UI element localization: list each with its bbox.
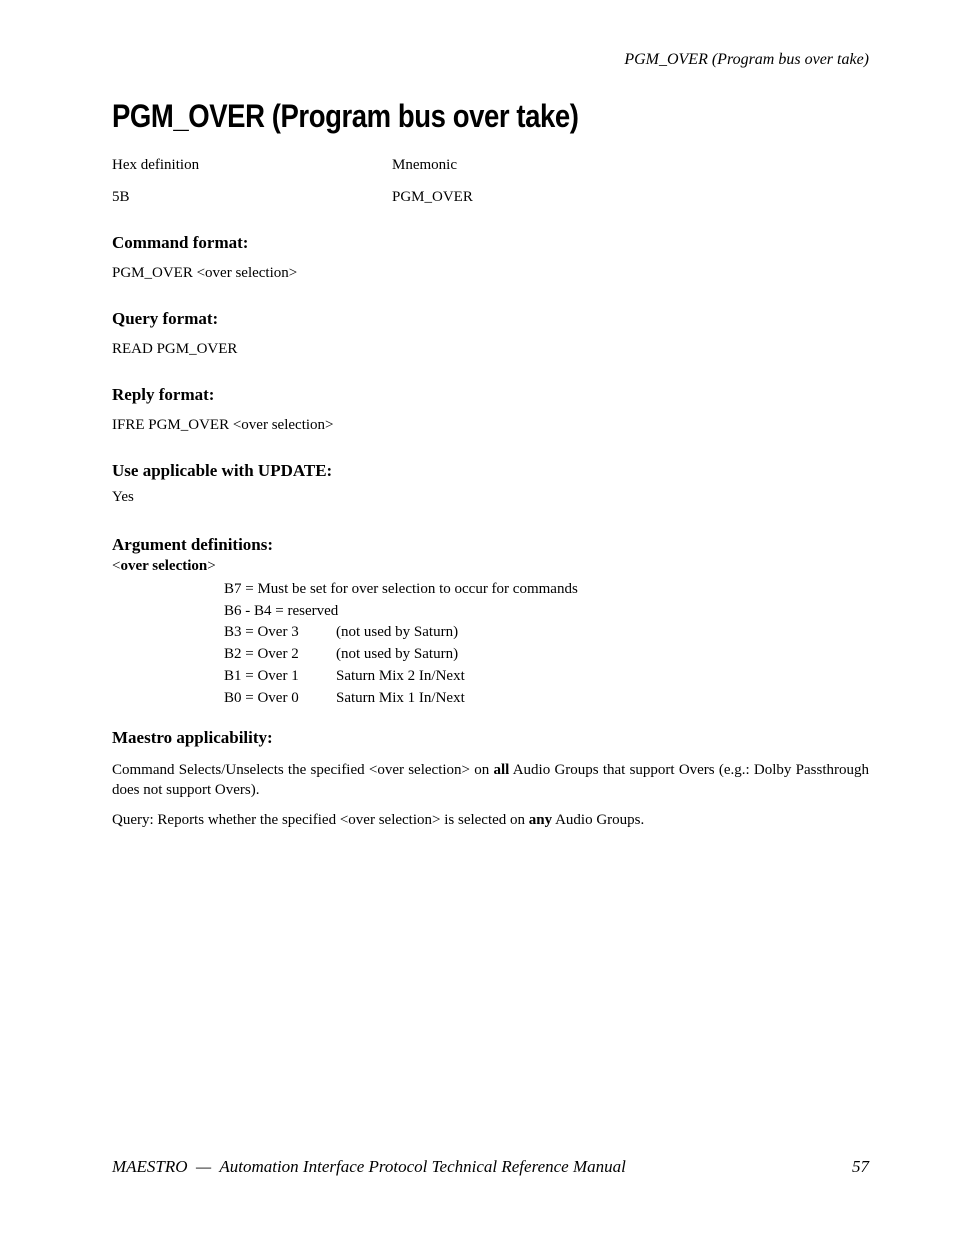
bit-description: (not used by Saturn) xyxy=(336,624,459,640)
bit-description: (not used by Saturn) xyxy=(336,646,459,662)
query-format-heading: Query format: xyxy=(112,309,219,328)
reply-format-heading: Reply format: xyxy=(112,385,215,404)
bit-definition: B6 - B4 = reserved xyxy=(224,603,339,619)
bit-definition: B1 = Over 1 xyxy=(224,668,299,684)
bit-description: Saturn Mix 1 In/Next xyxy=(336,690,465,706)
maestro-command-paragraph: Command Selects/Unselects the specified <over selection> on all Audio Groups that support Overs (e.g.: Dolby Passthrough does not support Overs). xyxy=(112,762,869,798)
hex-definition-header: Hex definition xyxy=(112,157,200,173)
bit-definition: B0 = Over 0 xyxy=(224,690,299,706)
hex-definition-value: 5B xyxy=(112,189,130,205)
maestro-query-paragraph: Query: Reports whether the specified <over selection> is selected on any Audio Groups. xyxy=(112,812,645,828)
bit-definition: B7 = Must be set for over selection to occur for commands xyxy=(224,581,578,597)
update-heading: Use applicable with UPDATE: xyxy=(112,461,333,480)
page-number: 57 xyxy=(852,1157,869,1176)
maestro-applicability-heading: Maestro applicability: xyxy=(112,728,273,747)
query-format-text: READ PGM_OVER xyxy=(112,341,238,357)
update-text: Yes xyxy=(112,489,134,505)
footer-manual-title: MAESTRO — Automation Interface Protocol Technical Reference Manual xyxy=(112,1157,626,1176)
argument-param: <over selection> xyxy=(112,558,216,574)
command-format-heading: Command format: xyxy=(112,233,249,252)
command-format-text: PGM_OVER <over selection> xyxy=(112,265,298,281)
argument-definitions-heading: Argument definitions: xyxy=(112,535,274,554)
running-header: PGM_OVER (Program bus over take) xyxy=(624,51,869,68)
mnemonic-header: Mnemonic xyxy=(392,157,457,173)
page-title: PGM_OVER (Program bus over take) xyxy=(112,98,579,134)
bit-definition: B2 = Over 2 xyxy=(224,646,299,662)
bit-description: Saturn Mix 2 In/Next xyxy=(336,668,465,684)
bit-definition: B3 = Over 3 xyxy=(224,624,299,640)
reply-format-text: IFRE PGM_OVER <over selection> xyxy=(112,417,334,433)
mnemonic-value: PGM_OVER xyxy=(392,189,473,205)
